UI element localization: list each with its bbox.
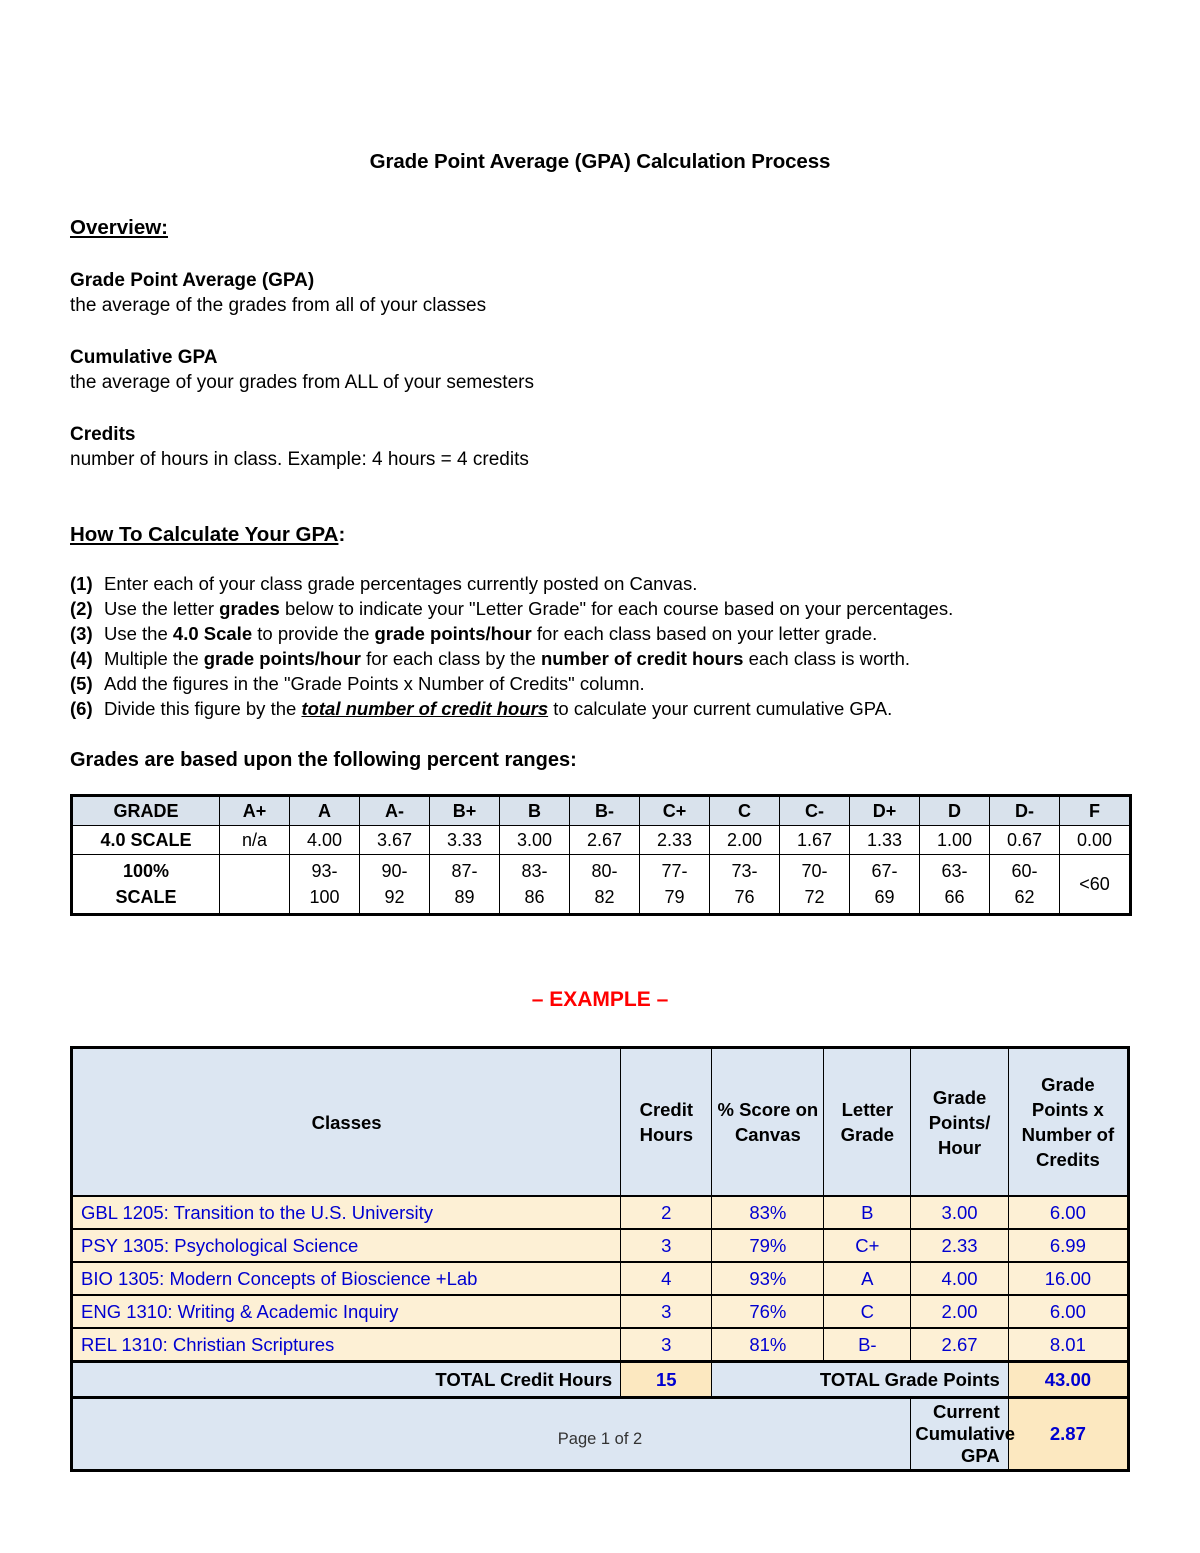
step-number: (3) bbox=[70, 623, 93, 644]
howto-step bbox=[70, 571, 1130, 596]
scale-4-cell: 3.67 bbox=[360, 826, 430, 855]
value-current-cumulative-gpa: 2.87 bbox=[1008, 1398, 1128, 1471]
term-label: Cumulative GPA bbox=[70, 347, 218, 368]
header-points-x-credits: Grade Points x Number of Credits bbox=[1008, 1048, 1128, 1197]
cell-score: 93% bbox=[712, 1262, 824, 1295]
scale-100-cell: 80- 82 bbox=[570, 855, 640, 915]
scale-100-cell: 67- 69 bbox=[850, 855, 920, 915]
table-row bbox=[72, 1229, 1129, 1262]
grade-header-cell: B bbox=[500, 796, 570, 826]
scale-100-cell: 90- 92 bbox=[360, 855, 430, 915]
term-definition: number of hours in class. Example: 4 hours = 4 credits bbox=[70, 449, 529, 470]
howto-heading-colon: : bbox=[338, 523, 346, 546]
header-classes: Classes bbox=[72, 1048, 621, 1197]
cell-score: 76% bbox=[712, 1295, 824, 1328]
howto-step-list bbox=[70, 571, 1130, 721]
cell-letter-grade: C bbox=[824, 1295, 911, 1328]
scale-4-cell: 3.00 bbox=[500, 826, 570, 855]
cell-course: PSY 1305: Psychological Science bbox=[72, 1229, 621, 1262]
scale-4-cell: 0.00 bbox=[1060, 826, 1131, 855]
table-row bbox=[72, 1262, 1129, 1295]
cell-credit-hours: 4 bbox=[621, 1262, 712, 1295]
term-definition: the average of the grades from all of your classes bbox=[70, 295, 487, 316]
step-number: (5) bbox=[70, 673, 93, 694]
howto-step bbox=[70, 671, 1130, 696]
cell-points-per-hour: 2.67 bbox=[911, 1328, 1008, 1362]
scale-100-cell: 60- 62 bbox=[990, 855, 1060, 915]
header-credit-hours: Credit Hours bbox=[621, 1048, 712, 1197]
cell-letter-grade: C+ bbox=[824, 1229, 911, 1262]
example-gpa-table bbox=[70, 1046, 1130, 1472]
scale-100-cell: 77- 79 bbox=[640, 855, 710, 915]
scale-row-label: 100% SCALE bbox=[72, 855, 220, 915]
term-label: Grade Point Average (GPA) bbox=[70, 270, 315, 291]
header-score: % Score on Canvas bbox=[712, 1048, 824, 1197]
example-label: – EXAMPLE – bbox=[531, 988, 669, 1011]
label-total-credit-hours: TOTAL Credit Hours bbox=[72, 1362, 621, 1398]
howto-step bbox=[70, 621, 1130, 646]
table-row bbox=[72, 1328, 1129, 1362]
ranges-intro: Grades are based upon the following percent ranges: bbox=[70, 749, 577, 771]
page-title: Grade Point Average (GPA) Calculation Process bbox=[369, 150, 831, 173]
step-number: (4) bbox=[70, 648, 93, 669]
scale-100-cell: 93- 100 bbox=[290, 855, 360, 915]
cell-points-per-hour: 4.00 bbox=[911, 1262, 1008, 1295]
step-text: Enter each of your class grade percentages currently posted on Canvas. bbox=[104, 573, 698, 594]
howto-heading-text: How To Calculate Your GPA bbox=[70, 523, 339, 546]
grade-header-cell: C- bbox=[780, 796, 850, 826]
cell-score: 83% bbox=[712, 1196, 824, 1229]
term-gpa bbox=[70, 270, 1130, 317]
scale-4-cell: 2.33 bbox=[640, 826, 710, 855]
cell-course: ENG 1310: Writing & Academic Inquiry bbox=[72, 1295, 621, 1328]
header-letter-grade: Letter Grade bbox=[824, 1048, 911, 1197]
step-number: (6) bbox=[70, 698, 93, 719]
cell-score: 81% bbox=[712, 1328, 824, 1362]
scale-100-cell: 73- 76 bbox=[710, 855, 780, 915]
grade-header-cell: B+ bbox=[430, 796, 500, 826]
cell-course: GBL 1205: Transition to the U.S. University bbox=[72, 1196, 621, 1229]
howto-step bbox=[70, 646, 1130, 671]
scale-row-label: 4.0 SCALE bbox=[72, 826, 220, 855]
cell-points-x-credits: 6.00 bbox=[1008, 1196, 1128, 1229]
step-text: Divide this figure by the total number of credit hours to calculate your current cumulative GPA. bbox=[104, 698, 893, 719]
term-cumulative-gpa bbox=[70, 347, 1130, 394]
cell-points-x-credits: 6.99 bbox=[1008, 1229, 1128, 1262]
step-number: (1) bbox=[70, 573, 93, 594]
cell-points-x-credits: 6.00 bbox=[1008, 1295, 1128, 1328]
scale-4-cell: 2.00 bbox=[710, 826, 780, 855]
scale-100-cell: 70- 72 bbox=[780, 855, 850, 915]
cell-credit-hours: 3 bbox=[621, 1328, 712, 1362]
value-total-grade-points: 43.00 bbox=[1008, 1362, 1128, 1398]
scale-100-cell: 63- 66 bbox=[920, 855, 990, 915]
scale-4-cell: 0.67 bbox=[990, 826, 1060, 855]
cell-credit-hours: 2 bbox=[621, 1196, 712, 1229]
step-text: Use the 4.0 Scale to provide the grade points/hour for each class based on your letter grade. bbox=[104, 623, 878, 644]
step-number: (2) bbox=[70, 598, 93, 619]
grade-header-cell: D- bbox=[990, 796, 1060, 826]
cell-letter-grade: B bbox=[824, 1196, 911, 1229]
grade-header-cell: C+ bbox=[640, 796, 710, 826]
table-row bbox=[72, 1295, 1129, 1328]
cell-course: BIO 1305: Modern Concepts of Bioscience +Lab bbox=[72, 1262, 621, 1295]
scale-4-cell: 2.67 bbox=[570, 826, 640, 855]
scale-100-cell: 87- 89 bbox=[430, 855, 500, 915]
term-definition: the average of your grades from ALL of your semesters bbox=[70, 372, 534, 393]
scale-4-row bbox=[72, 826, 1131, 855]
cell-points-x-credits: 8.01 bbox=[1008, 1328, 1128, 1362]
example-header-row bbox=[72, 1048, 1129, 1197]
grade-header-cell: F bbox=[1060, 796, 1131, 826]
scale-4-cell: n/a bbox=[220, 826, 290, 855]
howto-heading bbox=[70, 523, 1130, 547]
cell-letter-grade: A bbox=[824, 1262, 911, 1295]
cell-points-per-hour: 3.00 bbox=[911, 1196, 1008, 1229]
term-credits bbox=[70, 424, 1130, 471]
step-text: Add the figures in the "Grade Points x Number of Credits" column. bbox=[104, 673, 645, 694]
scale-4-cell: 3.33 bbox=[430, 826, 500, 855]
step-text: Multiple the grade points/hour for each class by the number of credit hours each class is worth. bbox=[104, 648, 911, 669]
scale-100-row bbox=[72, 855, 1131, 915]
totals-row-credit-hours bbox=[72, 1362, 1129, 1398]
step-text: Use the letter grades below to indicate your "Letter Grade" for each course based on your percentages. bbox=[104, 598, 954, 619]
scale-4-cell: 1.33 bbox=[850, 826, 920, 855]
value-total-credit-hours: 15 bbox=[621, 1362, 712, 1398]
overview-heading-text: Overview: bbox=[70, 216, 168, 239]
page-footer: Page 1 of 2 bbox=[557, 1430, 643, 1448]
cell-credit-hours: 3 bbox=[621, 1229, 712, 1262]
howto-step bbox=[70, 596, 1130, 621]
howto-step bbox=[70, 696, 1130, 721]
label-total-grade-points: TOTAL Grade Points bbox=[712, 1362, 1008, 1398]
grade-header-row bbox=[72, 796, 1131, 826]
scale-100-cell: <60 bbox=[1060, 855, 1131, 915]
grade-header-cell: B- bbox=[570, 796, 640, 826]
cell-course: REL 1310: Christian Scriptures bbox=[72, 1328, 621, 1362]
grade-header-cell: D+ bbox=[850, 796, 920, 826]
scale-4-cell: 1.67 bbox=[780, 826, 850, 855]
grade-header-cell: D bbox=[920, 796, 990, 826]
grade-header-cell: C bbox=[710, 796, 780, 826]
scale-4-cell: 4.00 bbox=[290, 826, 360, 855]
scale-4-cell: 1.00 bbox=[920, 826, 990, 855]
grade-header-cell: A+ bbox=[220, 796, 290, 826]
header-points-per-hour: Grade Points/ Hour bbox=[911, 1048, 1008, 1197]
cell-letter-grade: B- bbox=[824, 1328, 911, 1362]
scale-100-cell bbox=[220, 855, 290, 915]
grade-scale-table bbox=[70, 794, 1132, 916]
grade-header-cell: A bbox=[290, 796, 360, 826]
grade-row-label: GRADE bbox=[72, 796, 220, 826]
cell-points-per-hour: 2.33 bbox=[911, 1229, 1008, 1262]
grade-header-cell: A- bbox=[360, 796, 430, 826]
table-row bbox=[72, 1196, 1129, 1229]
term-label: Credits bbox=[70, 424, 136, 445]
cell-credit-hours: 3 bbox=[621, 1295, 712, 1328]
cell-points-x-credits: 16.00 bbox=[1008, 1262, 1128, 1295]
scale-100-cell: 83- 86 bbox=[500, 855, 570, 915]
cell-score: 79% bbox=[712, 1229, 824, 1262]
overview-heading bbox=[70, 216, 1130, 240]
cell-points-per-hour: 2.00 bbox=[911, 1295, 1008, 1328]
label-current-cumulative-gpa: Current Cumulative GPA bbox=[911, 1398, 1008, 1471]
